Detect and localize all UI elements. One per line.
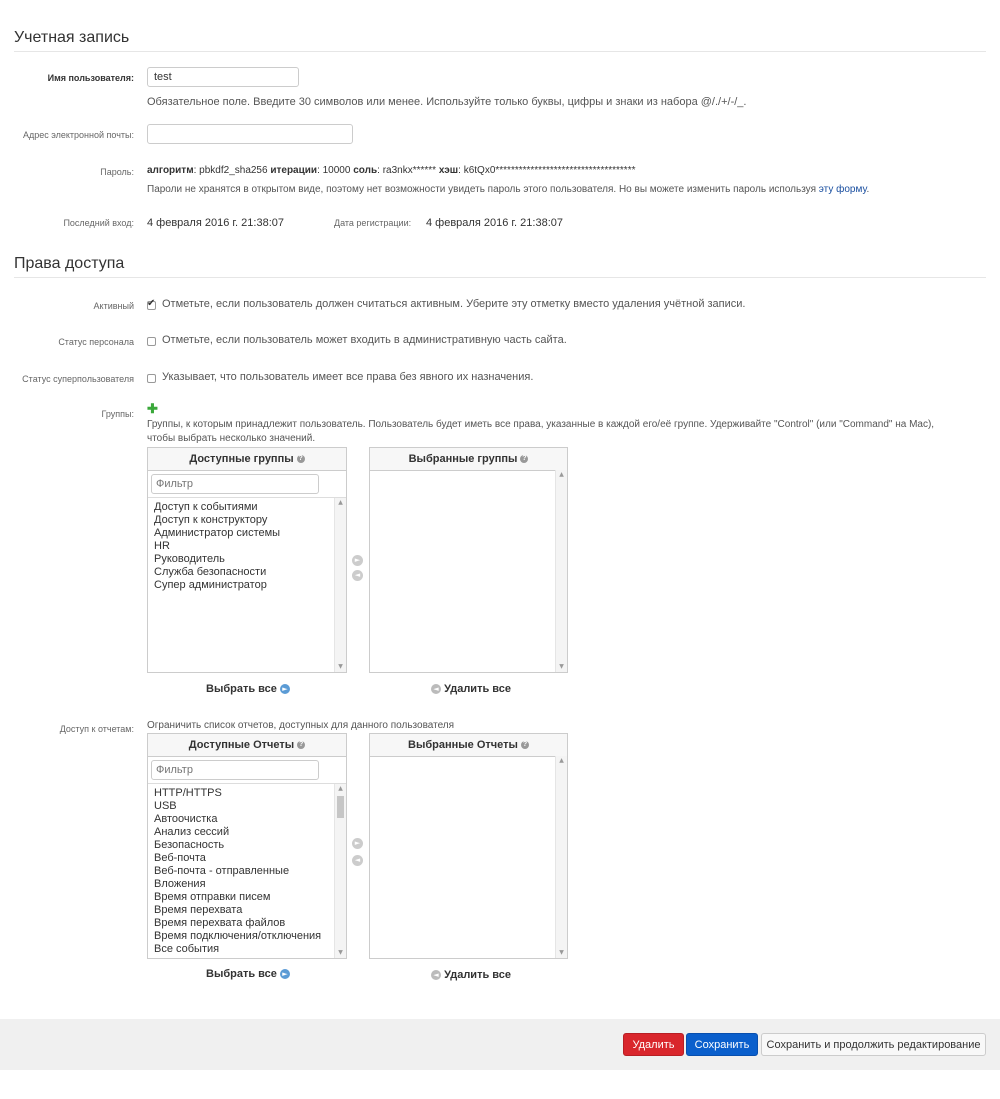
arrow-right-icon: ► — [280, 969, 290, 979]
password-help-suffix: . — [866, 184, 870, 195]
reports-available-list[interactable] — [148, 783, 346, 958]
scroll-down-icon[interactable]: ▼ — [338, 949, 343, 956]
reports-filter-input[interactable] — [151, 760, 319, 780]
email-input[interactable] — [147, 124, 353, 144]
reports-remove-all-button[interactable] — [431, 969, 511, 981]
list-item[interactable]: Безопасность — [154, 839, 225, 851]
last-login-value: 4 февраля 2016 г. 21:38:07 — [147, 217, 284, 229]
pw-hash-val: : k6tQx0************************************ — [458, 165, 636, 176]
groups-chosen-box — [369, 447, 568, 673]
select-all-label: Выбрать все — [206, 968, 277, 980]
reports-available-box — [147, 733, 347, 959]
list-item[interactable]: Все события — [154, 943, 220, 955]
list-item[interactable]: Доступ к событиями — [154, 501, 258, 513]
list-item[interactable]: Время перехвата файлов — [154, 917, 286, 929]
submit-row — [0, 1019, 1000, 1070]
groups-remove-all-button[interactable] — [431, 683, 511, 695]
reports-available-title: Доступные Отчеты — [188, 739, 295, 751]
help-icon: ? — [299, 741, 304, 749]
reports-available-header — [148, 734, 346, 757]
list-item[interactable]: Время подключения/отключения — [154, 930, 322, 942]
groups-select-all-button[interactable] — [206, 683, 290, 695]
add-selected-arrow-icon[interactable]: ► — [352, 838, 363, 849]
active-help: Отметьте, если пользователь должен считаться активным. Уберите эту отметку вместо удаления учётной записи. — [162, 298, 746, 310]
pw-salt-key: соль — [353, 165, 378, 176]
scroll-down-icon[interactable]: ▼ — [559, 663, 564, 670]
pw-algo-key: алгоритм — [147, 165, 194, 176]
list-item[interactable]: Служба безопасности — [154, 566, 267, 578]
arrow-left-icon: ◄ — [431, 970, 441, 980]
scroll-up-icon[interactable]: ▲ — [559, 471, 564, 478]
groups-available-list[interactable] — [148, 497, 346, 672]
list-item[interactable]: USB — [154, 800, 177, 812]
list-item[interactable]: Руководитель — [154, 553, 225, 565]
help-icon: ? — [522, 455, 527, 463]
list-item[interactable]: HR — [154, 540, 170, 552]
list-item[interactable]: Веб-почта - отправленные — [154, 865, 290, 877]
email-label: Адрес электронной почты: — [22, 130, 134, 140]
arrow-right-icon: ► — [280, 684, 290, 694]
password-help-text: Пароли не хранятся в открытом виде, поэтому нет возможности увидеть пароль этого пользователя. Но вы можете изменить пароль используя — [147, 184, 819, 195]
groups-filter-input[interactable] — [151, 474, 319, 494]
list-item[interactable]: Супер администратор — [154, 579, 267, 591]
add-selected-arrow-icon[interactable]: ► — [352, 555, 363, 566]
help-icon: ? — [298, 455, 303, 463]
add-group-icon[interactable]: ✚ — [147, 401, 158, 416]
password-label: Пароль: — [100, 167, 134, 177]
list-item[interactable]: Автоочистка — [154, 813, 218, 825]
reports-label: Доступ к отчетам: — [59, 724, 134, 734]
select-all-label: Выбрать все — [206, 683, 277, 695]
staff-help: Отметьте, если пользователь может входить в административную часть сайта. — [162, 334, 567, 346]
pw-iter-val: : 10000 — [317, 165, 354, 176]
list-item[interactable]: Вложения — [154, 878, 206, 890]
username-help: Обязательное поле. Введите 30 символов или менее. Используйте только буквы, цифры и знаки из набора @/./+/-/_. — [147, 96, 747, 108]
reports-help: Ограничить список отчетов, доступных для данного пользователя — [147, 720, 455, 731]
username-label: Имя пользователя: — [47, 73, 134, 83]
scroll-down-icon[interactable]: ▼ — [338, 663, 343, 670]
arrow-left-icon: ◄ — [431, 684, 441, 694]
groups-available-title: Доступные группы — [189, 453, 294, 465]
reports-chosen-list[interactable] — [370, 756, 567, 958]
active-checkbox[interactable] — [147, 301, 156, 310]
list-item[interactable]: Время перехвата — [154, 904, 243, 916]
groups-available-header — [148, 448, 346, 471]
list-item[interactable]: HTTP/HTTPS — [154, 787, 222, 799]
scroll-up-icon[interactable]: ▲ — [338, 499, 343, 506]
pw-hash-key: хэш — [438, 165, 459, 176]
superuser-label: Статус суперпользователя — [22, 374, 134, 384]
remove-selected-arrow-icon[interactable]: ◄ — [352, 855, 363, 866]
staff-checkbox[interactable] — [147, 337, 156, 346]
scrollbar[interactable] — [334, 498, 346, 672]
groups-help-line2: чтобы выбрать несколько значений. — [147, 433, 316, 444]
groups-label: Группы: — [101, 409, 134, 419]
password-help — [147, 184, 869, 195]
pw-algo-val: : pbkdf2_sha256 — [193, 165, 271, 176]
save-button[interactable]: Сохранить — [686, 1033, 758, 1056]
list-item[interactable]: Доступ к конструктору — [154, 514, 268, 526]
remove-all-label: Удалить все — [444, 683, 511, 695]
divider — [14, 277, 986, 278]
section-title-permissions: Права доступа — [14, 255, 125, 272]
password-hash-summary — [147, 165, 635, 176]
scroll-up-icon[interactable]: ▲ — [338, 785, 343, 792]
groups-chosen-header — [370, 448, 567, 471]
date-joined-label: Дата регистрации: — [334, 218, 412, 228]
username-input[interactable] — [147, 67, 299, 87]
list-item[interactable]: Время отправки писем — [154, 891, 271, 903]
staff-label: Статус персонала — [58, 337, 134, 347]
pw-salt-val: : ra3nkx****** — [377, 165, 439, 176]
groups-chosen-list[interactable] — [370, 470, 567, 672]
list-item[interactable]: Анализ сессий — [154, 826, 230, 838]
help-icon: ? — [522, 741, 528, 749]
reports-select-all-button[interactable] — [206, 968, 290, 980]
save-continue-button[interactable]: Сохранить и продолжить редактирование — [761, 1033, 986, 1056]
groups-available-box — [147, 447, 347, 673]
scrollbar[interactable] — [555, 470, 567, 672]
scroll-down-icon[interactable]: ▼ — [559, 949, 564, 956]
scroll-thumb[interactable] — [337, 796, 344, 818]
list-item[interactable]: Веб-почта — [154, 852, 206, 864]
groups-chosen-title: Выбранные группы — [408, 453, 518, 465]
date-joined-value: 4 февраля 2016 г. 21:38:07 — [426, 217, 563, 229]
password-change-link[interactable]: эту форму — [818, 184, 867, 195]
active-label: Активный — [93, 301, 134, 311]
delete-button[interactable]: Удалить — [623, 1033, 684, 1056]
scrollbar[interactable] — [334, 784, 346, 958]
reports-chosen-title: Выбранные Отчеты — [408, 739, 518, 751]
divider — [14, 51, 986, 52]
remove-all-label: Удалить все — [444, 969, 511, 981]
pw-iter-key: итерации — [270, 165, 318, 176]
superuser-help: Указывает, что пользователь имеет все права без явного их назначения. — [162, 371, 534, 383]
section-title-account: Учетная запись — [14, 29, 130, 46]
scrollbar[interactable] — [555, 756, 567, 958]
list-item[interactable]: Администратор системы — [154, 527, 281, 539]
reports-chosen-header — [370, 734, 567, 757]
remove-selected-arrow-icon[interactable]: ◄ — [352, 570, 363, 581]
groups-help-line1: Группы, к которым принадлежит пользователь. Пользователь будет иметь все права, указанные в каждой его/её группе. Удерживайте "Control" (или "Command" на Mac), — [147, 419, 935, 430]
last-login-label: Последний вход: — [63, 218, 134, 228]
scroll-up-icon[interactable]: ▲ — [559, 757, 564, 764]
superuser-checkbox[interactable] — [147, 374, 156, 383]
reports-chosen-box — [369, 733, 568, 959]
